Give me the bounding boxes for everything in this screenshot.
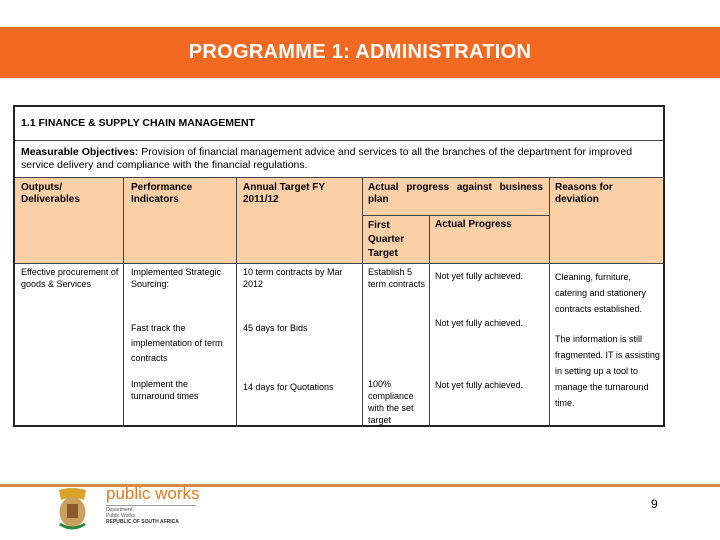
- quarter-1: Establish 5 term contracts: [368, 267, 426, 289]
- annual-1: 10 term contracts by Mar 2012: [243, 267, 343, 289]
- header-reasons: Reasons for deviation: [555, 182, 613, 205]
- logo-subtext: [106, 507, 179, 525]
- logo-rule: [106, 505, 196, 506]
- indicator-1: Implemented Strategic Sourcing:: [131, 267, 222, 289]
- divider: [15, 263, 663, 264]
- measurable-objectives: [21, 146, 661, 172]
- header-outputs: Outputs/ Deliverables: [21, 182, 80, 205]
- indicator-2: Fast track the implementation of term contracts: [131, 323, 223, 363]
- divider: [15, 177, 663, 178]
- reason-1: Cleaning, furniture, catering and stationery contracts established.: [555, 272, 647, 314]
- programme-banner: PROGRAMME 1: ADMINISTRATION: [0, 27, 720, 78]
- quarter-3: 100% compliance with the set target: [368, 379, 414, 425]
- header-actual-progress-group: Actual progress against business plan: [368, 182, 543, 205]
- annual-3: 14 days for Quotations: [243, 382, 334, 392]
- header-first-quarter: First Quarter Target: [368, 220, 405, 259]
- progress-2: Not yet fully achieved.: [435, 318, 524, 328]
- section-title: 1.1 FINANCE & SUPPLY CHAIN MANAGEMENT: [21, 117, 255, 129]
- logo-text: public works: [106, 484, 200, 503]
- objectives-text: Provision of financial management advice and services to all the branches of the department for improved service delivery and compliance with the financial regulations.: [21, 146, 633, 171]
- reason-2: The information is still fragmented. IT is assisting in setting up a tool to manage the turnaround time.: [555, 334, 660, 408]
- divider: [236, 177, 237, 427]
- header-actual-progress: Actual Progress: [435, 219, 512, 230]
- objectives-label: Measurable Objectives:: [21, 146, 139, 158]
- progress-1: Not yet fully achieved.: [435, 271, 524, 281]
- progress-3: Not yet fully achieved.: [435, 380, 524, 390]
- logo-sub-2: Public Works: [106, 513, 136, 519]
- header-annual-target: Annual Target FY 2011/12: [243, 182, 325, 205]
- output-cell: Effective procurement of goods & Services: [21, 267, 119, 289]
- page-number: 9: [651, 497, 658, 511]
- divider: [362, 215, 549, 216]
- performance-table: [13, 105, 665, 427]
- divider: [123, 177, 124, 427]
- divider: [15, 140, 663, 141]
- logo-sub-1: Department:: [106, 507, 134, 513]
- coat-of-arms-logo: [55, 486, 90, 530]
- header-indicators: Performance Indicators: [131, 182, 193, 205]
- logo-sub-3: REPUBLIC OF SOUTH AFRICA: [106, 519, 179, 525]
- annual-2: 45 days for Bids: [243, 323, 308, 333]
- divider: [362, 177, 363, 427]
- indicator-3: Implement the turnaround times: [131, 379, 199, 401]
- divider: [429, 215, 430, 427]
